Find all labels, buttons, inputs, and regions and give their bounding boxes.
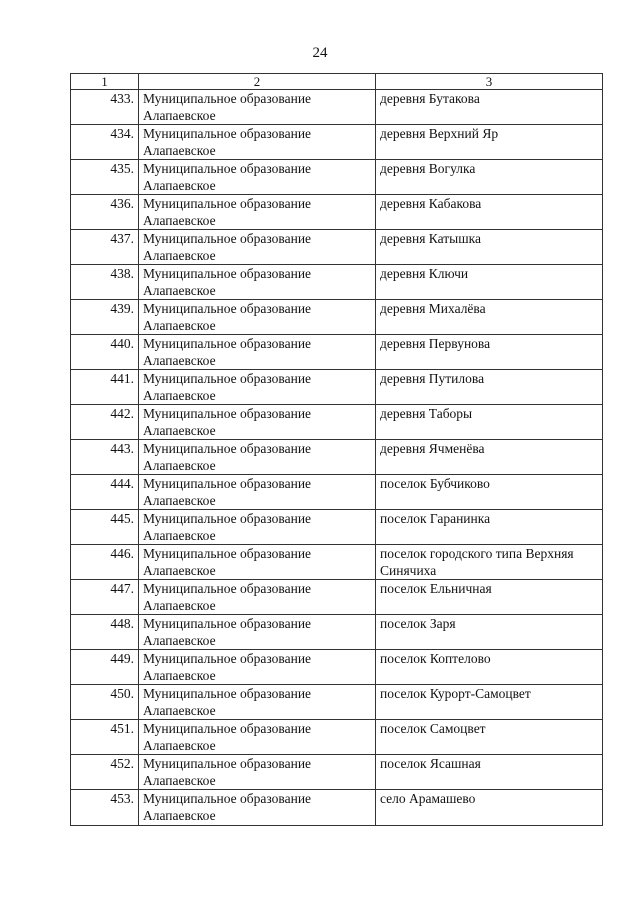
row-number: 448. bbox=[71, 615, 139, 650]
table-header bbox=[71, 74, 603, 90]
locality-cell: деревня Кабакова bbox=[376, 195, 603, 230]
row-number: 442. bbox=[71, 405, 139, 440]
row-number: 446. bbox=[71, 545, 139, 580]
row-number: 450. bbox=[71, 685, 139, 720]
locality-cell: поселок Коптелово bbox=[376, 650, 603, 685]
locality-cell: поселок Самоцвет bbox=[376, 720, 603, 755]
row-number: 436. bbox=[71, 195, 139, 230]
municipality-cell: Муниципальное образование Алапаевское bbox=[139, 790, 376, 826]
locality-cell: деревня Первунова bbox=[376, 335, 603, 370]
table-row bbox=[71, 160, 603, 195]
municipality-cell: Муниципальное образование Алапаевское bbox=[139, 230, 376, 265]
locality-cell: деревня Катышка bbox=[376, 230, 603, 265]
municipality-cell: Муниципальное образование Алапаевское bbox=[139, 685, 376, 720]
row-number: 437. bbox=[71, 230, 139, 265]
header-col-1: 1 bbox=[71, 74, 139, 90]
row-number: 440. bbox=[71, 335, 139, 370]
municipality-cell: Муниципальное образование Алапаевское bbox=[139, 440, 376, 475]
locality-cell: поселок Ельничная bbox=[376, 580, 603, 615]
row-number: 451. bbox=[71, 720, 139, 755]
row-number: 444. bbox=[71, 475, 139, 510]
municipality-cell: Муниципальное образование Алапаевское bbox=[139, 475, 376, 510]
row-number: 443. bbox=[71, 440, 139, 475]
table-row bbox=[71, 615, 603, 650]
municipality-cell: Муниципальное образование Алапаевское bbox=[139, 405, 376, 440]
locality-cell: деревня Ячменёва bbox=[376, 440, 603, 475]
row-number: 433. bbox=[71, 90, 139, 125]
municipality-cell: Муниципальное образование Алапаевское bbox=[139, 160, 376, 195]
table-row bbox=[71, 755, 603, 790]
row-number: 434. bbox=[71, 125, 139, 160]
table-row bbox=[71, 405, 603, 440]
table-row bbox=[71, 370, 603, 405]
table-row bbox=[71, 545, 603, 580]
table-row bbox=[71, 230, 603, 265]
locality-cell: поселок Ясашная bbox=[376, 755, 603, 790]
locality-cell: деревня Таборы bbox=[376, 405, 603, 440]
locality-cell: деревня Михалёва bbox=[376, 300, 603, 335]
table-row bbox=[71, 300, 603, 335]
municipality-cell: Муниципальное образование Алапаевское bbox=[139, 615, 376, 650]
locality-cell: поселок Заря bbox=[376, 615, 603, 650]
locality-cell: поселок Гаранинка bbox=[376, 510, 603, 545]
table-row bbox=[71, 125, 603, 160]
row-number: 445. bbox=[71, 510, 139, 545]
table-row bbox=[71, 265, 603, 300]
table-row bbox=[71, 195, 603, 230]
table-row bbox=[71, 650, 603, 685]
header-row bbox=[71, 74, 603, 90]
row-number: 452. bbox=[71, 755, 139, 790]
table-body bbox=[71, 90, 603, 826]
locality-cell: деревня Бутакова bbox=[376, 90, 603, 125]
municipality-cell: Муниципальное образование Алапаевское bbox=[139, 300, 376, 335]
locality-cell: деревня Ключи bbox=[376, 265, 603, 300]
locality-cell: поселок Курорт-Самоцвет bbox=[376, 685, 603, 720]
locality-cell: деревня Вогулка bbox=[376, 160, 603, 195]
municipality-cell: Муниципальное образование Алапаевское bbox=[139, 650, 376, 685]
row-number: 438. bbox=[71, 265, 139, 300]
municipality-cell: Муниципальное образование Алапаевское bbox=[139, 370, 376, 405]
row-number: 435. bbox=[71, 160, 139, 195]
row-number: 447. bbox=[71, 580, 139, 615]
municipality-cell: Муниципальное образование Алапаевское bbox=[139, 265, 376, 300]
municipality-cell: Муниципальное образование Алапаевское bbox=[139, 90, 376, 125]
table-row bbox=[71, 440, 603, 475]
page-number: 24 bbox=[312, 45, 328, 61]
municipality-cell: Муниципальное образование Алапаевское bbox=[139, 545, 376, 580]
table-row bbox=[71, 790, 603, 826]
municipality-cell: Муниципальное образование Алапаевское bbox=[139, 580, 376, 615]
table-row bbox=[71, 685, 603, 720]
row-number: 441. bbox=[71, 370, 139, 405]
table-row bbox=[71, 510, 603, 545]
table-row bbox=[71, 90, 603, 125]
table-row bbox=[71, 475, 603, 510]
locality-cell: поселок городского типа Верхняя Синячиха bbox=[376, 545, 603, 580]
locality-cell: поселок Бубчиково bbox=[376, 475, 603, 510]
row-number: 453. bbox=[71, 790, 139, 826]
row-number: 449. bbox=[71, 650, 139, 685]
table-row bbox=[71, 720, 603, 755]
municipality-cell: Муниципальное образование Алапаевское bbox=[139, 755, 376, 790]
locality-table bbox=[70, 73, 603, 826]
municipality-cell: Муниципальное образование Алапаевское bbox=[139, 510, 376, 545]
municipality-cell: Муниципальное образование Алапаевское bbox=[139, 125, 376, 160]
header-col-2: 2 bbox=[139, 74, 376, 90]
locality-cell: село Арамашево bbox=[376, 790, 603, 826]
municipality-cell: Муниципальное образование Алапаевское bbox=[139, 720, 376, 755]
table-row bbox=[71, 580, 603, 615]
locality-cell: деревня Верхний Яр bbox=[376, 125, 603, 160]
municipality-cell: Муниципальное образование Алапаевское bbox=[139, 195, 376, 230]
row-number: 439. bbox=[71, 300, 139, 335]
table-row bbox=[71, 335, 603, 370]
locality-cell: деревня Путилова bbox=[376, 370, 603, 405]
municipality-cell: Муниципальное образование Алапаевское bbox=[139, 335, 376, 370]
header-col-3: 3 bbox=[376, 74, 603, 90]
